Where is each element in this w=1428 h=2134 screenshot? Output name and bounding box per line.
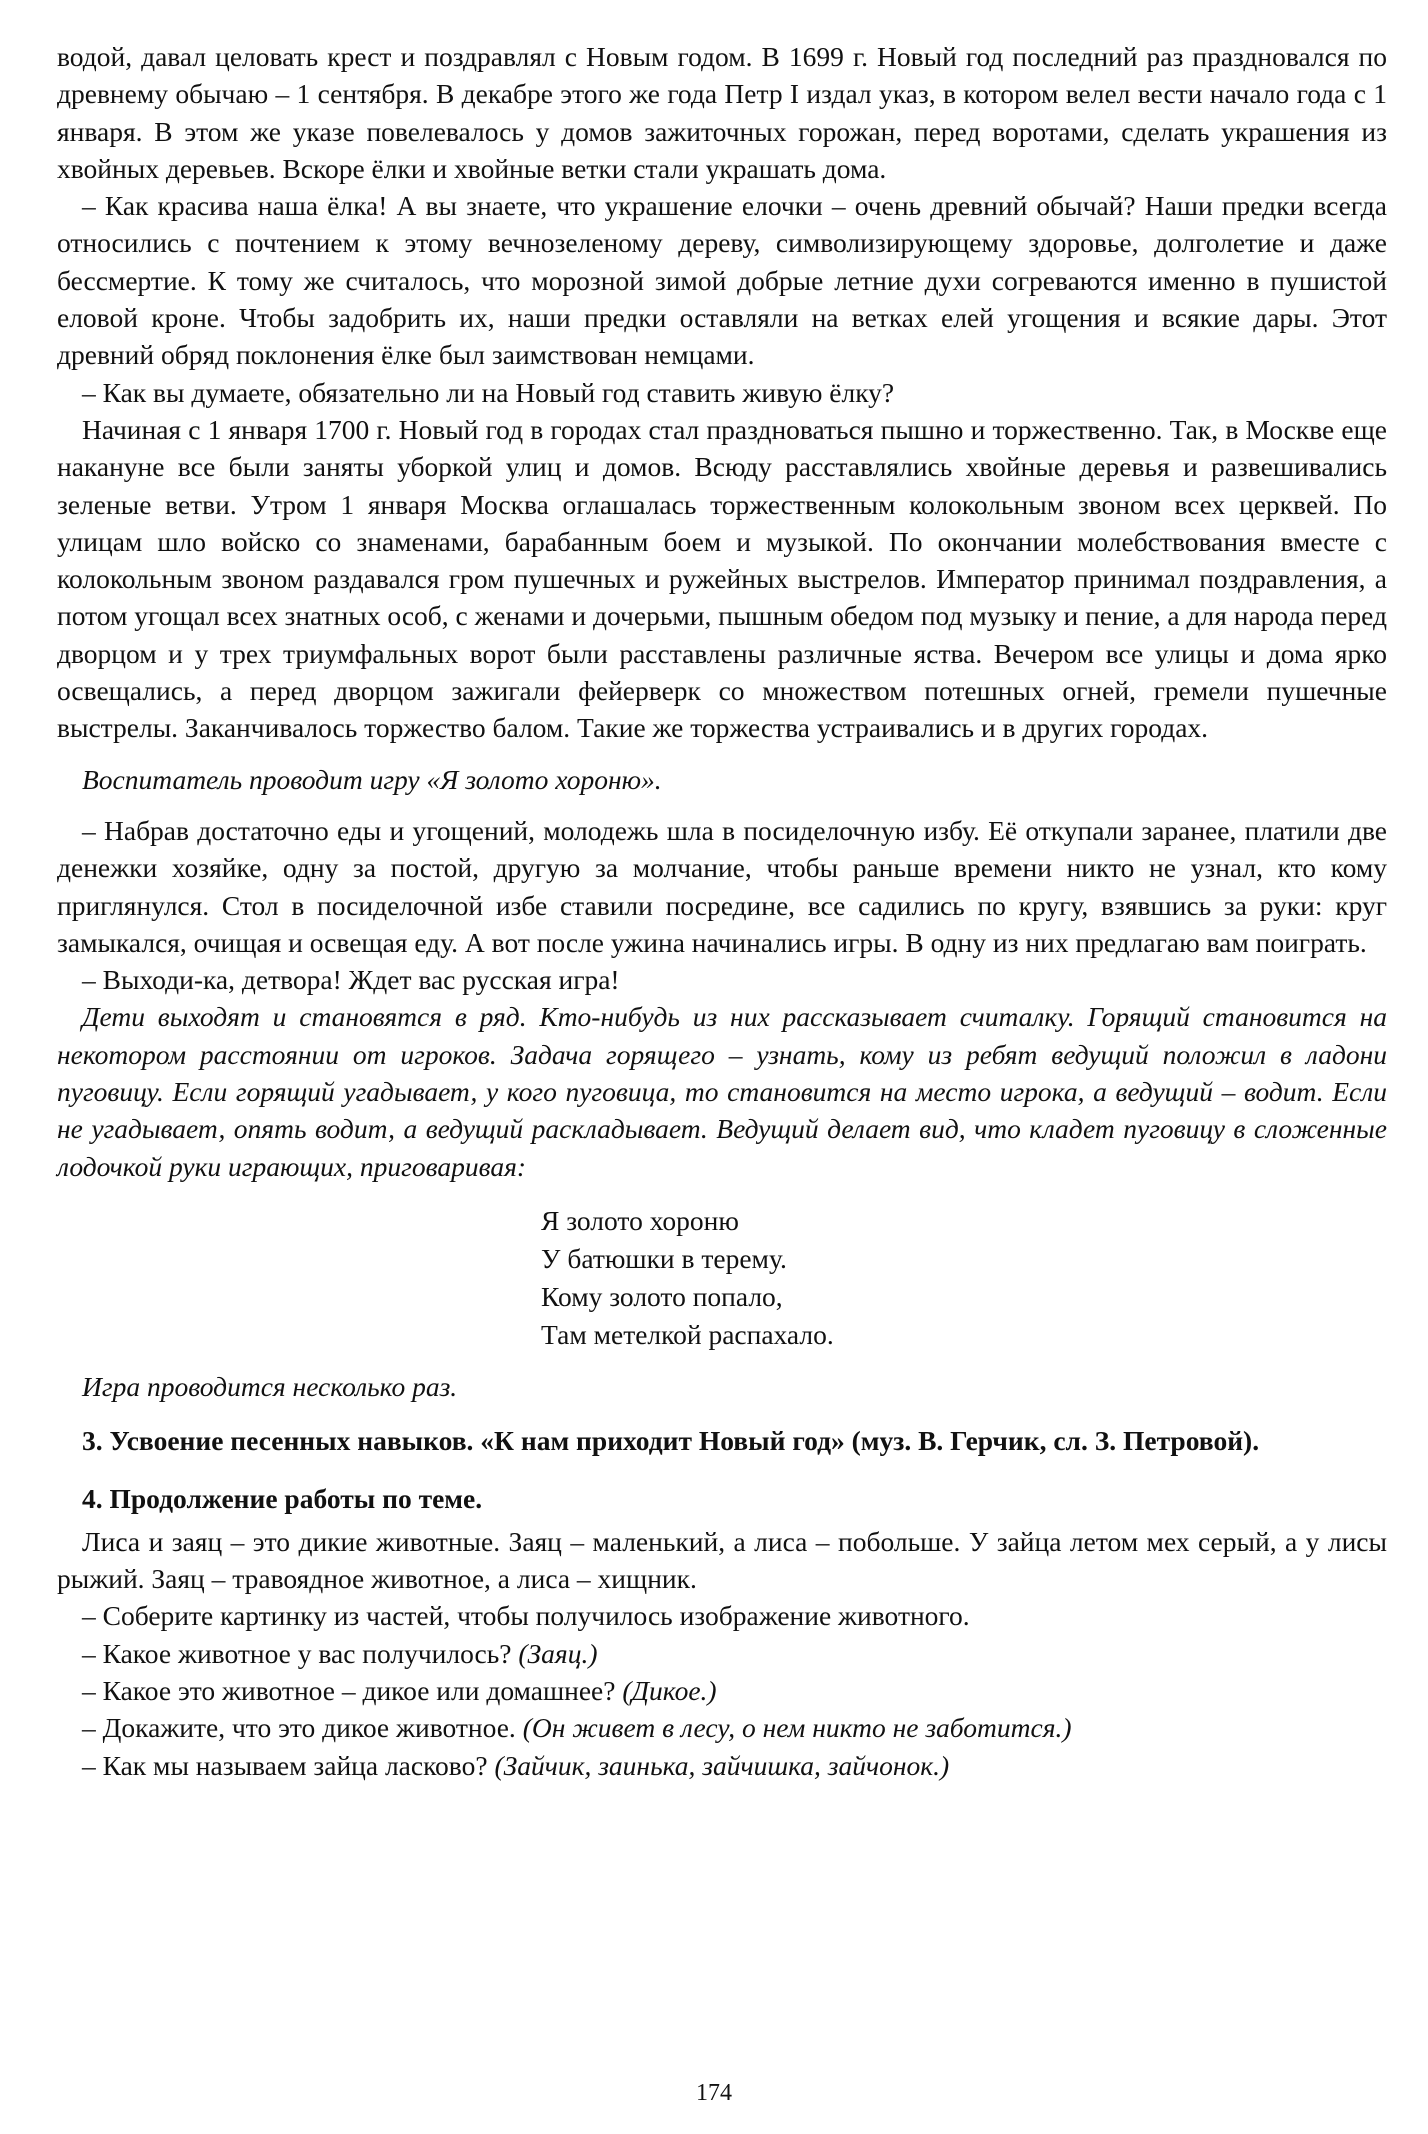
paragraph-new-year-decree: водой, давал целовать крест и поздравлял с Новым годом. В 1699 г. Новый год последний раз праздновался по древнему обычаю – 1 сентября. В декабре этого же года Петр I издал указ, в котором велел вести начало года с 1 января. В этом же указе повелевалось у домов зажиточных горожан, перед воротами, сделать украшения из хвойных деревьев. Вскоре ёлки и хвойные ветки стали украшать дома. — [57, 41, 1387, 184]
paragraph-fox-and-hare: Лиса и заяц – это дикие животные. Заяц – маленький, а лиса – побольше. У зайца летом мех серый, а у лисы рыжий. Заяц – травоядное животное, а лиса – хищник. — [57, 1525, 1387, 1595]
answer-text: (Зайчик, заинька, зайчишка, зайчонок.) — [494, 1749, 950, 1781]
question-text: – Докажите, что это дикое животное. — [82, 1712, 523, 1744]
question-which-animal — [57, 1635, 1387, 1672]
question-text: – Как мы называем зайца ласково? — [82, 1749, 495, 1781]
section-heading-4: 4. Продолжение работы по теме. — [82, 1482, 483, 1514]
question-prove-wild — [57, 1709, 1387, 1746]
rhyme-line: Там метелкой распахало. — [541, 1318, 834, 1350]
paragraph-celebration-1700: Начиная с 1 января 1700 г. Новый год в городах стал праздноваться пышно и торжественно. Так, в Москве еще накануне все были заняты уборкой улиц и домов. Всюду расставлялись хвойные деревья и развешивались зеленые ветви. Утром 1 января Москва оглашалась торжественным колокольным звоном всех церквей. По улицам шло войско со знаменами, барабанным боем и музыкой. По окончании молебствования вместе с колокольным звоном раздавался гром пушечных и ружейных выстрелов. Император принимал поздравления, а потом угощал всех знатных особ, с женами и дочерьми, пышным обедом под музыку и пение, а для народа перед дворцом и у трех триумфальных ворот были расставлены различные яства. Вечером все улицы и дома ярко освещались, а перед дворцом зажигали фейерверк со множеством потешных огней, гремели пушечные выстрелы. Заканчивалось торжество балом. Такие же торжества устраивались и в других городах. — [57, 413, 1387, 744]
section-heading-3: 3. Усвоение песенных навыков. «К нам приходит Новый год» (муз. В. Герчик, сл. З. Петровой). — [82, 1425, 1260, 1457]
paragraph-game-rules: Дети выходят и становятся в ряд. Кто-нибудь из них рассказывает считалку. Горящий становится на некотором расстоянии от игроков. Задача горящего – узнать, кому из ребят ведущий положил в ладони пуговицу. Если горящий угадывает, у кого пуговица, то становится на место игрока, а ведущий – водит. Если не угадывает, опять водит, а ведущий раскладывает. Ведущий делает вид, что кладет пуговицу в сложенные лодочкой руки играющих, приговаривая: — [57, 1001, 1387, 1182]
page-number: 174 — [696, 2080, 732, 2106]
paragraph-question-live-tree: – Как вы думаете, обязательно ли на Новый год ставить живую ёлку? — [82, 376, 895, 408]
question-text: – Какое животное у вас получилось? — [82, 1637, 519, 1669]
document-page — [57, 38, 1387, 1784]
game-rhyme — [541, 1202, 1387, 1354]
paragraph-call-to-play: – Выходи-ка, детвора! Ждет вас русская игра! — [82, 964, 620, 996]
question-affectionate-name — [57, 1747, 1387, 1784]
question-wild-or-domestic — [57, 1672, 1387, 1709]
question-assemble-picture: – Соберите картинку из частей, чтобы получилось изображение животного. — [82, 1600, 970, 1632]
instruction-game: Воспитатель проводит игру «Я золото хороню». — [82, 763, 662, 795]
answer-text: (Заяц.) — [518, 1637, 598, 1669]
note-game-repeat: Игра проводится несколько раз. — [82, 1370, 458, 1402]
rhyme-line: Я золото хороню — [541, 1204, 739, 1236]
rhyme-line: Кому золото попало, — [541, 1280, 783, 1312]
answer-text: (Он живет в лесу, о нем никто не заботится.) — [522, 1712, 1072, 1744]
paragraph-fir-tree-tradition: – Как красива наша ёлка! А вы знаете, что украшение елочки – очень древний обычай? Наши предки всегда относились с почтением к этому вечнозеленому дереву, символизирующему здоровье, долголетие и даже бессмертие. К тому же считалось, что морозной зимой добрые летние духи согреваются именно в пушистой еловой кроне. Чтобы задобрить их, наши предки оставляли на ветках елей угощения и всякие дары. Этот древний обряд поклонения ёлке был заимствован немцами. — [57, 190, 1387, 371]
answer-text: (Дикое.) — [622, 1674, 717, 1706]
question-text: – Какое это животное – дикое или домашнее? — [82, 1674, 623, 1706]
rhyme-line: У батюшки в терему. — [541, 1242, 787, 1274]
paragraph-gathering-hut: – Набрав достаточно еды и угощений, молодежь шла в посиделочную избу. Её откупали заранее, платили две денежки хозяйке, одну за постой, другую за молчание, чтобы раньше времени никто не узнал, кто кому приглянулся. Стол в посиделочной избе ставили посредине, все садились по кругу, взявшись за руки: круг замыкался, очищая и освещая еду. А вот после ужина начинались игры. В одну из них предлагаю вам поиграть. — [57, 814, 1387, 958]
